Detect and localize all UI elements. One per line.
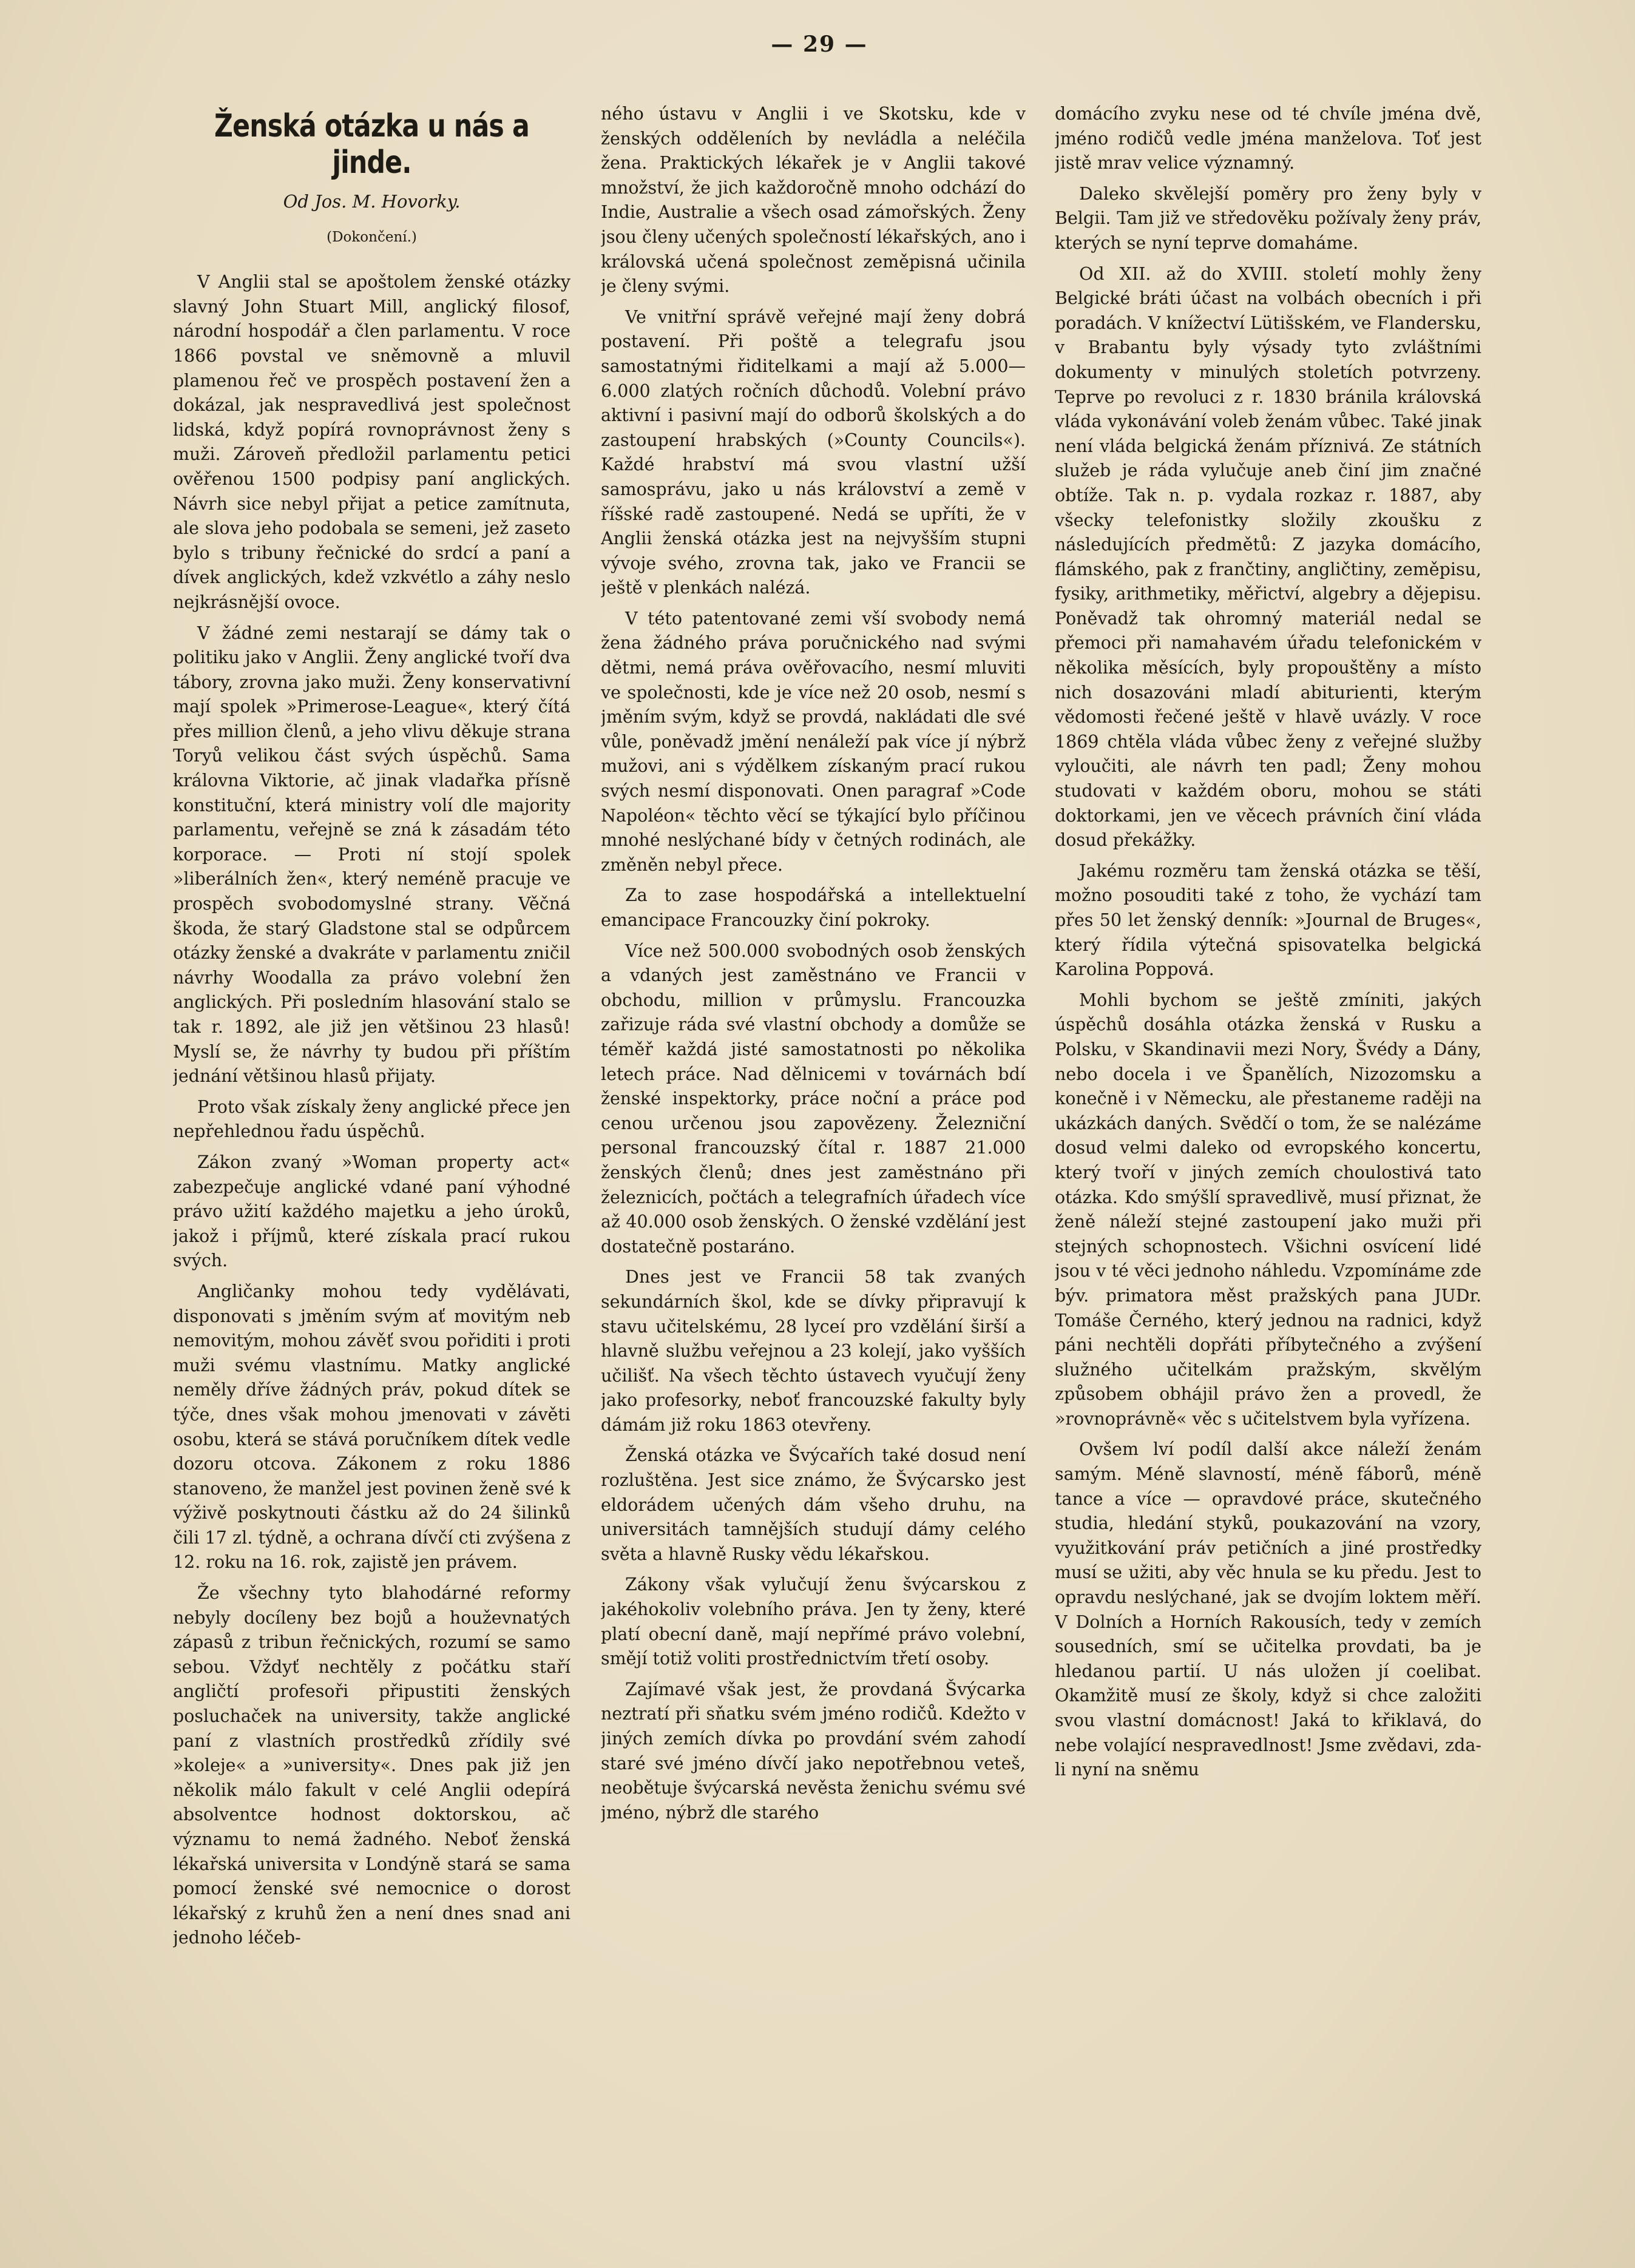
paragraph: Angličanky mohou tedy vydělávati, disponovati s jměním svým ať movitým neb nemovitým, mohou závěť svou pořiditi i proti muži svému vlastnímu. Matky anglické neměly dříve žádných práv, pokud dítek se týče, dnes však mohou jmenovati v závěti osobu, která se stává poručníkem dítek vedle dozoru otcova. Zákonem z roku 1886 stanoveno, že manžel jest povinen ženě své k výživě poskytnouti částku až do 24 šilinků čili 17 zl. týdně, a ochrana dívčí cti zvýšena z 12. roku na 16. rok, zajistě jen právem.: [173, 1281, 570, 1573]
paragraph: Mohli bychom se ještě zmíniti, jakých úspěchů dosáhla otázka ženská v Rusku a Polsku, v Skandinavii mezi Nory, Švédy a Dány, nebo docela i ve Španělích, Nizozomsku a konečně i v Německu, ale přestaneme raději na ukázkách daných. Svědčí o tom, že se nalézáme dosud velmi daleko od evropského koncertu, který tvoří v jiných zemích choulostivá tato otázka. Kdo smýšlí spravedlivě, musí přiznat, že ženě náleží stejné zastoupení jako muži při stejných schopnostech. Všichni osvícení lidé jsou v té věci jednoho náhledu. Vzpomínáme zde býv. primatora měst pražských pana JUDr. Tomáše Černého, který jednou na radnici, když páni nechtěli dopřáti příbytečného a zvýšení služného učitelkám pražským, skvělým způsobem obhájil právo žen a provedl, že »rovnoprávně« věc s učitelstvem byla vyřízena.: [1055, 990, 1481, 1429]
conclusion-note: (Dokončení.): [327, 229, 417, 245]
paragraph: Zákony však vylučují ženu švýcarskou z jakéhokoliv volebního práva. Jen ty ženy, které platí obecní daně, mají nepřímé právo volební, smějí totiž voliti prostřednictvím třetí osoby.: [601, 1574, 1026, 1669]
paragraph: Od XII. až do XVIII. století mohly ženy Belgické bráti účast na volbách obecních i při poradách. V knížectví Lütišském, ve Flandersku, v Brabantu byly výsady tyto zvláštními dokumenty v minulých stoletích potvrzeny. Teprve po revoluci z r. 1830 bránila královská vláda vykonávání voleb ženám vůbec. Také jinak není vláda belgická ženám příznivá. Ze státních služeb je ráda vylučuje aneb činí jim značné obtíže. Tak n. p. vydala rozkaz r. 1887, aby všecky telefonistky složily zkoušku z následujících předmětů: Z jazyka domácího, flámského, pak z frančtiny, angličtiny, zeměpisu, fysiky, arithmetiky, měřictví, algebry a dějepisu. Poněvadž tak ohromný materiál nedal se přemoci při namahavém úřadu telefonickém v několika měsících, byly propouštěny a místo nich dosazováni mladí abiturienti, kterým vědomosti řečené ještě v hlavě uvázly. V roce 1869 chtěla vláda vůbec ženy z veřejné služby vyloučiti, ale návrh ten padl; Ženy mohou studovati v každém oboru, mohou se státi doktorkami, jen ve věcech právních činí vláda dosud překážky.: [1055, 263, 1481, 851]
paragraph: domácího zvyku nese od té chvíle jména dvě, jméno rodičů vedle jména manželova. Toť jest jistě mrav velice významný.: [1055, 104, 1481, 174]
paragraph: Dnes jest ve Francii 58 tak zvaných sekundárních škol, kde se dívky připravují k stavu učitelskému, 28 lyceí pro vzdělání širší a hlavně službu veřejnou a 23 kolejí, jako vyšších učilišť. Na všech těchto ústavech vyučují ženy jako profesorky, neboť francouzské fakulty byly dámám již roku 1863 otevřeny.: [601, 1267, 1026, 1435]
column-3: [1055, 102, 1481, 2262]
paragraph: Zákon zvaný »Woman property act« zabezpečuje anglické vdané paní výhodné právo užití každého majetku a jeho úroků, jakož i příjmů, které získala prací rukou svých.: [173, 1152, 570, 1271]
byline: Od Jos. M. Hovorky.: [283, 191, 461, 212]
paragraph: Ženská otázka ve Švýcařích také dosud není rozluštěna. Jest sice známo, že Švýcarsko jest eldorádem učených dám všeho druhu, na universitách tamnějších studují dámy celého světa a hlavně Rusky vědu lékařskou.: [601, 1445, 1026, 1564]
column-2: [601, 102, 1026, 2262]
paragraph: Zajímavé však jest, že provdaná Švýcarka neztratí při sňatku svém jméno rodičů. Kdežto v jiných zemích dívka po provdání svém zahodí staré své jméno dívčí jako nepotřebnou veteš, neobětuje švýcarská nevěsta ženichu svému své jméno, nýbrž dle starého: [601, 1679, 1026, 1823]
paragraph: V žádné zemi nestarají se dámy tak o politiku jako v Anglii. Ženy anglické tvoří dva tábory, zrovna jako muži. Ženy konservativní mají spolek »Primerose-League«, který čítá přes million členů, a jeho vlivu děkuje strana Toryů velikou část svých úspěchů. Sama královna Viktorie, ač jinak vladařka přísně konstituční, která ministry volí dle majority parlamentu, veřejně se zná k zásadám této korporace. — Proti ní stojí spolek »liberálních žen«, který neméně pracuje ve prospěch svobodomyslné strany. Věčná škoda, že starý Gladstone stal se odpůrcem otázky ženské a dvakráte v parlamentu zničil návrhy Woodalla za právo volební žen anglických. Při posledním hlasování stalo se tak r. 1892, ale již jen většinou 23 hlasů! Myslí se, že návrhy ty budou při příštím jednání většinou hlasů přijaty.: [173, 623, 570, 1087]
paragraph: Ve vnitřní správě veřejné mají ženy dobrá postavení. Při poště a telegrafu jsou samostatnými řiditelkami a mají až 5.000—6.000 zlatých ročních důchodů. Volební právo aktivní i pasivní mají do odborů školských a do zastoupení hrabských (»County Councils«). Každé hrabství má svou vlastní užší samosprávu, jako u nás království a země v říšské radě zastoupené. Nedá se upříti, že v Anglii ženská otázka jest na nejvyšším stupni vývoje svého, zrovna tak, jako ve Francii se ještě v plenkách nalézá.: [601, 306, 1026, 598]
article-title: Ženská otázka u nás a jinde.: [214, 108, 529, 181]
page-number: — 29 —: [771, 32, 868, 57]
paragraph: Daleko skvělejší poměry pro ženy byly v Belgii. Tam již ve středověku požívaly ženy práv, kterých se nyní teprve domaháme.: [1055, 183, 1481, 253]
paragraph: Že všechny tyto blahodárné reformy nebyly docíleny bez bojů a houževnatých zápasů z tribun řečnických, rozumí se samo sebou. Vždyť nechtěly z počátku staří angličtí profesoři připustiti ženských posluchaček na university, takže anglické paní z vlastních prostředků zřídily své »koleje« a »university«. Dnes pak již jen několik málo fakult v celé Anglii odepírá absolventce hodnost doktorskou, ač významu to nemá žadného. Neboť ženská lékařská universita v Londýně stará se sama pomocí ženské své nemocnice o dorost lékařský z kruhů žen a není dnes snad ani jednoho léčeb-: [173, 1583, 570, 1948]
paragraph: Za to zase hospodářská a intellektuelní emancipace Francouzky činí pokroky.: [601, 885, 1026, 930]
paragraph: V Anglii stal se apoštolem ženské otázky slavný John Stuart Mill, anglický filosof, národní hospodář a člen parlamentu. V roce 1866 povstal ve sněmovně a mluvil plamenou řeč ve prospěch postavení žen a dokázal, jak nespravedlivá jest společnost lidská, když popírá rovnoprávnost ženy s muži. Zároveň předložil parlamentu petici ověřenou 1500 podpisy paní anglických. Návrh sice nebyl přijat a petice zamítnuta, ale slova jeho podobala se semeni, jež zaseto bylo s tribuny řečnické do srdcí a paní a dívek anglických, kdež vzkvétlo a záhy neslo nejkrásnější ovoce.: [173, 272, 570, 612]
paragraph: V této patentované zemi vší svobody nemá žena žádného práva poručnického nad svými dětmi, nemá práva ověřovacího, nesmí mluviti ve společnosti, kde je více než 20 osob, nesmí s jměním svým, když se provdá, nakládati dle své vůle, poněvadž jmění nenáleží pak více jí nýbrž mužovi, ani s výdělkem získaným prací rukou svých nesmí disponovati. Onen paragraf »Code Napoléon« těchto věcí se týkající bylo příčinou mnohé neslýchané bídy v četných rodinách, ale změněn nebyl přece.: [601, 608, 1026, 875]
column-1: [173, 91, 570, 2251]
paragraph: Jakému rozměru tam ženská otázka se těší, možno posouditi také z toho, že vychází tam přes 50 let ženský denník: »Journal de Bruges«, který řídila výtečná spisovatelka belgická Karolina Poppová.: [1055, 860, 1481, 980]
paragraph: Ovšem lví podíl další akce náleží ženám samým. Méně slavností, méně fáborů, méně tance a více — opravdové práce, skutečného studia, hledání styků, poukazování na vzory, využitkování práv petičních a jiné prostředky musí se užiti, aby věc hnula se ku předu. Jest to opravdu neslýchané, jak se dvojím loktem měří. V Dolních a Horních Rakousích, tedy v zemích sousedních, smí se učitelka provdati, ba je hledanou partií. U nás uložen jí coelibat. Okamžitě musí ze školy, když si chce založiti svou vlastní domácnost! Jaká to křiklavá, do nebe volající nespravedlnost! Jsme zvědavi, zda-li nyní na sněmu: [1055, 1439, 1481, 1780]
paragraph: ného ústavu v Anglii i ve Skotsku, kde v ženských odděleních by nevládla a neléčila žena. Praktických lékařek je v Anglii takové množství, že jich každoročně mnoho odchází do Indie, Australie a všech osad zámořských. Ženy jsou členy učených společností lékařských, ano i královská učená společnost zeměpisná učinila je členy svými.: [601, 104, 1026, 297]
paragraph: Více než 500.000 svobodných osob ženských a vdaných jest zaměstnáno ve Francii v obchodu, million v průmyslu. Francouzka zařizuje ráda své vlastní obchody a domůže se téměř každá jisté samostatnosti po několika letech práce. Nad dělnicemi v továrnách bdí ženské inspektorky, práce noční a práce pod cenou určenou jsou zapovězeny. Železniční personal francouzský čítal r. 1887 21.000 ženských členů; dnes jest zaměstnáno při železnicích, počtách a telegrafních úřadech více až 40.000 osob ženských. O ženské vzdělání jest dostatečně postaráno.: [601, 940, 1026, 1257]
paragraph: Proto však získaly ženy anglické přece jen nepřehlednou řadu úspěchů.: [173, 1096, 570, 1142]
